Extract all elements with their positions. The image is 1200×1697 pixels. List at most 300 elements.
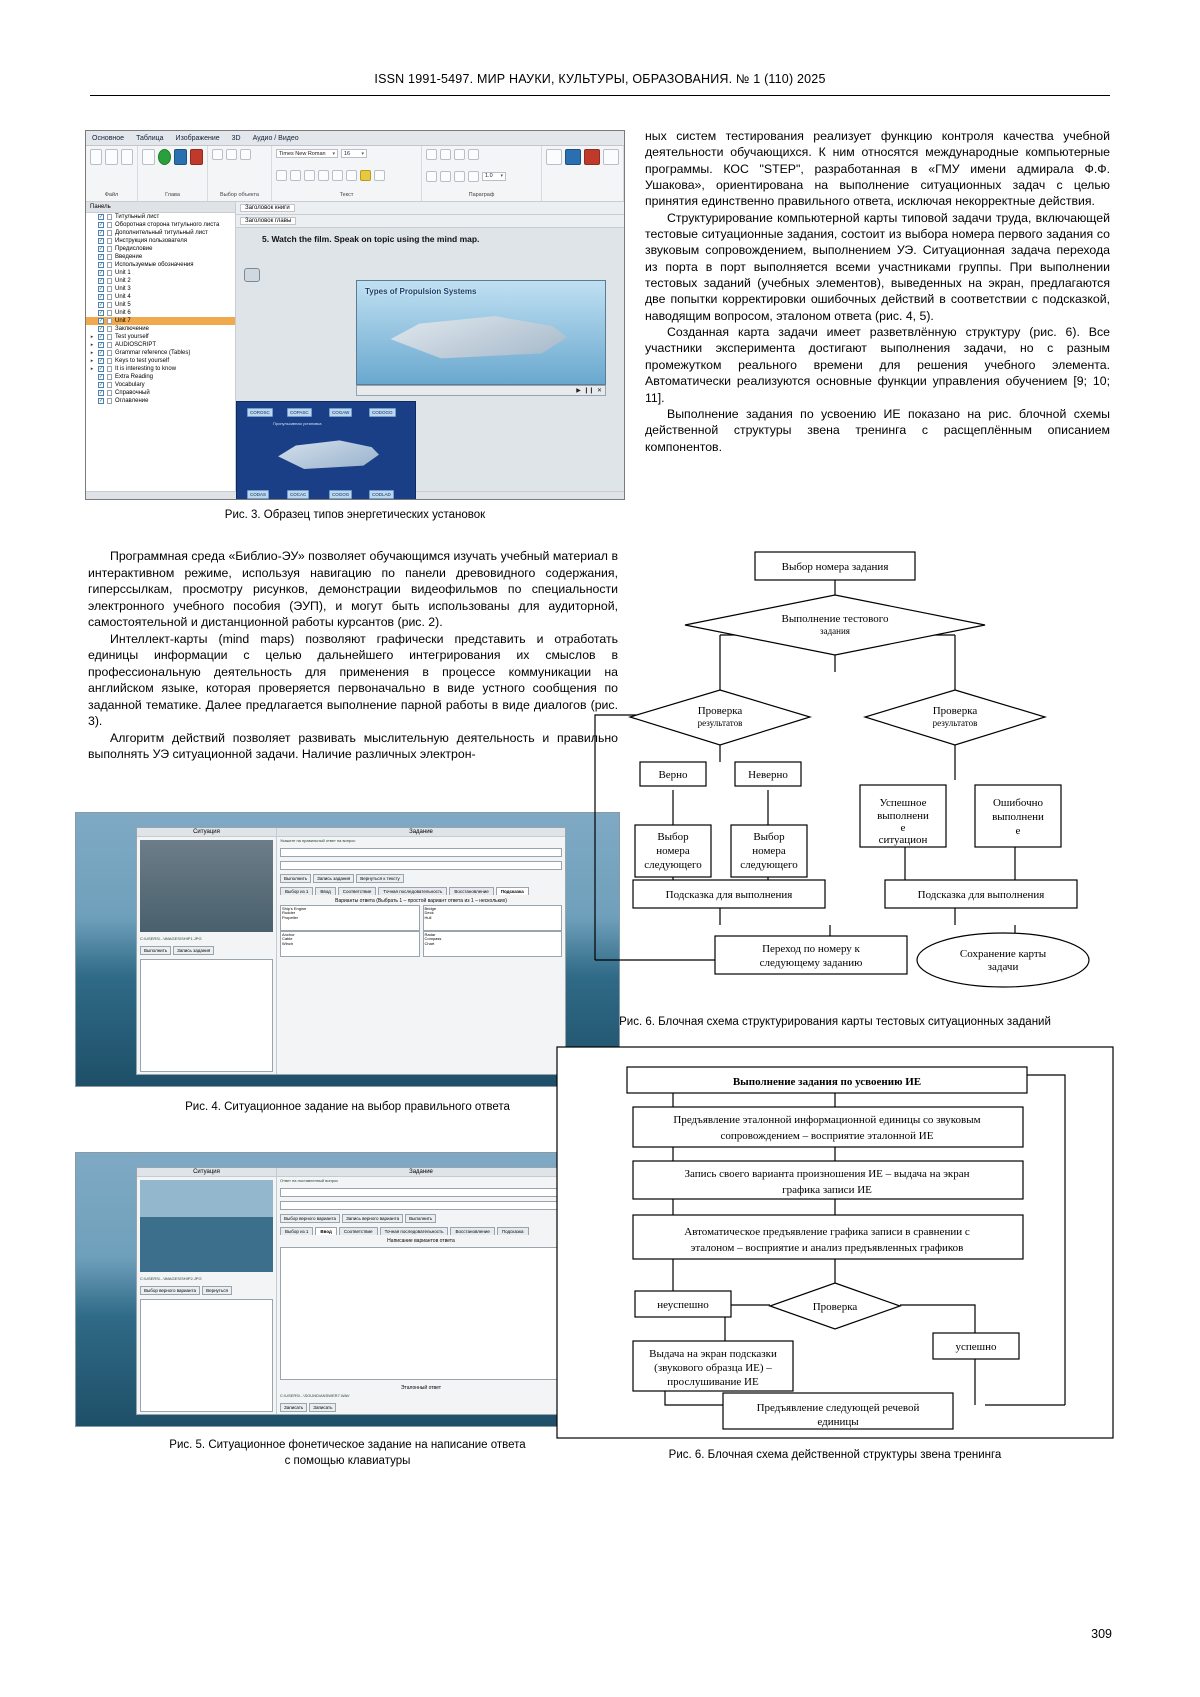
tree-item[interactable]	[86, 397, 235, 405]
tree-item[interactable]	[86, 389, 235, 397]
right-paragraph-3: Созданная карта задачи имеет разветвлённую структуру (рис. 6). Все участники эксперимента достигают выполнения задачи, но с разным промежутком реального времени для решения учебного элемента. Автоматически реализуются основные функции управления обучением [9; 10; 11].	[645, 325, 1110, 405]
back-to-text-button-5[interactable]: Вернуться	[202, 1286, 232, 1295]
document-icon	[107, 342, 112, 348]
ribbon-row-lists	[426, 149, 537, 160]
ribbon-group-paragraph-label: Параграф	[468, 192, 495, 198]
left-paragraph-2: Интеллект-карты (mind maps) позволяют графически представить и отработать единицы информации с целью дальнейшего интегрирования их смыслов в профессиональную деятельность для применения в процессе коммуникации на английском языке, которая проверяется первоначально в виде устного сообщения по заданной тематике. Далее предлагается выполнение парной работы в виде диалогов (рис. 3).	[88, 631, 618, 729]
diagram-title: Пропульсивная установка	[273, 421, 322, 426]
checkbox-icon[interactable]: ✓	[99, 230, 104, 236]
figure-6a-svg	[555, 540, 1115, 1010]
variant-list-d[interactable]: Radar Compass Chart	[423, 931, 563, 957]
node-b-hint-l3: прослушивание ИЕ	[667, 1376, 759, 1388]
diagram-button-1[interactable]: COPASC	[287, 408, 312, 417]
checkbox-icon[interactable]: ✓	[99, 254, 104, 260]
node-b-step2-l1: Запись своего варианта произношения ИЕ – выдача на экран	[684, 1168, 970, 1180]
tree-item-label: Unit 1	[115, 270, 131, 276]
tree-item-label: Заключение	[115, 326, 149, 332]
tree-item[interactable]	[86, 245, 235, 253]
document-icon	[107, 334, 112, 340]
figure-6a-flowchart	[555, 540, 1115, 1010]
node-b-success: успешно	[955, 1341, 997, 1353]
figure-4-caption: Рис. 4. Ситуационное задание на выбор правильного ответа	[185, 1101, 510, 1113]
tab-choice-5[interactable]: Выбор из 1	[280, 1227, 313, 1235]
checkbox-icon[interactable]: ✓	[99, 350, 104, 356]
task-panel-5	[277, 1168, 565, 1414]
checkbox-icon[interactable]: ✓	[99, 398, 104, 404]
tree-item-label: It is interesting to know	[115, 366, 177, 372]
node-hint-left: Подсказка для выполнения	[665, 889, 793, 901]
indent-increase-icon[interactable]	[468, 149, 479, 160]
node-error-l1: Ошибочно	[992, 797, 1044, 809]
video-banner-text: Types of Propulsion Systems	[365, 287, 477, 296]
ribbon-row-align	[426, 171, 537, 182]
node-success-l2: выполнени	[877, 810, 929, 822]
ribbon-group-text-label: Текст	[339, 192, 354, 198]
node-check-left-line2: результатов	[697, 718, 743, 728]
ribbon-row-chapter-top	[142, 149, 203, 165]
tree-item-label: Unit 7	[115, 318, 131, 324]
tree-item-label: Предисловие	[115, 246, 153, 252]
situation-buttons-row-5[interactable]	[140, 1286, 273, 1295]
delete-chapter-icon[interactable]	[190, 149, 203, 165]
node-b-fail: неуспешно	[657, 1299, 709, 1311]
node-b-step2-l2: графика записи ИЕ	[782, 1184, 872, 1196]
tree-item[interactable]	[86, 277, 235, 285]
font-name-value: Times New Roman	[279, 150, 326, 157]
tree-item[interactable]	[86, 309, 235, 317]
node-next-1-l2: номера	[656, 845, 690, 857]
video-player[interactable]	[356, 280, 606, 385]
node-test-line2: задания	[820, 626, 850, 636]
font-size-combo[interactable]	[341, 149, 367, 158]
left-paragraph-1: Программная среда «Библио-ЭУ» позволяет обучающимся изучать учебный материал в интерактивном режиме, используя навигацию по панели древовидного содержания, гиперссылкам, просмотру рисунков, демонстрации видеофильмов по специальности электронного учебного пособия (ЭУП), и могут быть использованы для аудиторной, самостоятельной и дистанционной работы курсантов (рис. 2).	[88, 549, 618, 630]
menu-item-tablica[interactable]: Таблица	[136, 134, 164, 142]
ribbon-group-object	[208, 146, 272, 201]
cut-icon[interactable]	[212, 149, 223, 160]
font-size-value: 16	[344, 150, 351, 157]
checkbox-icon[interactable]: ✓	[99, 214, 104, 220]
checkbox-icon[interactable]: ✓	[99, 302, 104, 308]
record-answer-button[interactable]: Записать	[280, 1403, 307, 1412]
choose-correct-variant-button[interactable]: Выбор верного варианта	[280, 1214, 340, 1223]
tab-matching-5[interactable]: Соответствие	[339, 1227, 378, 1235]
situation-panel-header: Ситуация	[137, 828, 276, 837]
document-icon	[107, 262, 112, 268]
back-to-text-button[interactable]: Вернуться к тексту	[356, 874, 403, 883]
task-buttons-row[interactable]	[280, 874, 562, 883]
document-icon	[107, 246, 112, 252]
undo-icon[interactable]	[142, 149, 155, 165]
tab-hint-5[interactable]: Подсказка	[497, 1227, 529, 1235]
checkbox-icon[interactable]: ✓	[99, 286, 104, 292]
tab-sequence[interactable]: Точная последовательность	[378, 887, 447, 895]
tree-item[interactable]	[86, 349, 235, 357]
answer-variants-input[interactable]	[280, 1247, 562, 1381]
mindmap-icon[interactable]	[244, 268, 260, 282]
ribbon-group-file	[86, 146, 138, 201]
execute-button[interactable]: Выполнить	[280, 874, 311, 883]
checkbox-icon[interactable]: ✓	[99, 374, 104, 380]
variant-list-c[interactable]: Anchor Cable Winch	[280, 931, 420, 957]
figure-3	[85, 130, 625, 500]
tree-item-label: Оглавление	[115, 398, 149, 404]
node-test-line1: Выполнение тестового	[781, 613, 889, 625]
node-transition-l1: Переход по номеру к	[762, 943, 860, 955]
answer-buttons-row[interactable]	[280, 1403, 562, 1412]
expand-arrow-icon[interactable]: ▸	[90, 334, 94, 340]
node-save-l1: Сохранение карты	[959, 948, 1047, 960]
checkbox-icon[interactable]: ✓	[99, 278, 104, 284]
tree-item[interactable]	[86, 237, 235, 245]
tab-matching[interactable]: Соответствие	[338, 887, 377, 895]
line-spacing-value: 1.0	[485, 173, 493, 179]
variants-label: Варианты ответа (Выбрать 1 – простой вариант ответа из 1 – нескольких)	[335, 897, 507, 904]
node-b-next-l2: единицы	[817, 1416, 859, 1428]
variant-list-b[interactable]: Bridge Deck Hull	[423, 905, 563, 931]
node-b-step3-l2: эталоном – восприятие и анализ предъявленных графиков	[690, 1242, 964, 1254]
indent-decrease-icon[interactable]	[454, 149, 465, 160]
tree-item-label: Unit 2	[115, 278, 131, 284]
ship-illustration	[387, 305, 567, 367]
menu-item-audio-video[interactable]: Аудио / Видео	[252, 134, 299, 142]
app-body	[86, 202, 624, 497]
right-paragraph-4: Выполнение задания по усвоению ИЕ показано на рис. блочной схемы действенной структуры звена тренинга с расщеплённым описанием компонентов.	[645, 406, 1110, 454]
tree-item[interactable]	[86, 213, 235, 221]
node-success-l1: Успешное	[879, 797, 927, 809]
task-tabs[interactable]	[280, 887, 562, 895]
figure-6a-caption: Рис. 6. Блочная схема структурирования карты тестовых ситуационных заданий	[619, 1016, 1051, 1028]
reference-answer-path: C:\USERS\...\SOUND\ANSWER7.WAV	[280, 1393, 350, 1399]
highlight-color-icon[interactable]	[360, 170, 371, 181]
tree-item-label: Unit 3	[115, 286, 131, 292]
tree-item-label: Test yourself	[115, 334, 149, 340]
situation-notes-box[interactable]	[140, 959, 273, 1072]
situation-photo	[140, 840, 273, 932]
line-spacing-combo[interactable]	[482, 172, 506, 181]
diagram-button-4[interactable]: CODAS	[247, 490, 269, 499]
tree-item[interactable]	[86, 325, 235, 333]
task-question-label: Укажите на правильный ответ на вопрос	[280, 838, 356, 843]
expand-arrow-icon[interactable]: ▸	[90, 358, 94, 364]
node-incorrect: Неверно	[748, 769, 788, 781]
task-panel-header-5: Задание	[277, 1168, 565, 1177]
font-name-combo[interactable]	[276, 149, 338, 158]
tree-item-label: Титульный лист	[115, 214, 160, 220]
task-tabs-5[interactable]	[280, 1227, 562, 1235]
document-icon	[107, 230, 112, 236]
figure-5	[75, 1152, 620, 1427]
document-icon	[107, 398, 112, 404]
diagram-button-0[interactable]: COROSC	[247, 408, 273, 417]
ribbon-row-file-top	[90, 149, 133, 165]
tree-item[interactable]	[86, 301, 235, 309]
menu-item-izobrazhenie[interactable]: Изображение	[175, 134, 220, 142]
node-b-title: Выполнение задания по усвоению ИЕ	[732, 1076, 922, 1088]
checkbox-icon[interactable]: ✓	[99, 326, 104, 332]
diagram-ship-illustration	[275, 432, 379, 474]
checkbox-icon[interactable]: ✓	[99, 238, 104, 244]
task-question-input-5[interactable]	[280, 1188, 562, 1197]
situation-buttons-row[interactable]	[140, 946, 273, 955]
tree-item[interactable]	[86, 229, 235, 237]
propulsion-diagram	[236, 401, 416, 500]
node-check-right-line1: Проверка	[932, 705, 978, 717]
task-question-input[interactable]	[280, 848, 562, 857]
tab-restore-5[interactable]: Восстановление	[450, 1227, 494, 1235]
open-file-icon[interactable]	[105, 149, 117, 165]
node-transition-l2: следующему заданию	[759, 957, 863, 969]
node-check-left-line1: Проверка	[697, 705, 743, 717]
content-tree-panel[interactable]	[86, 202, 236, 491]
bold-icon[interactable]	[276, 170, 287, 181]
tree-item-label: Используемые обозначения	[115, 262, 194, 268]
document-icon	[107, 358, 112, 364]
situational-task-window	[136, 827, 566, 1075]
diagram-button-2[interactable]: COGAW	[329, 408, 352, 417]
document-icon	[107, 310, 112, 316]
node-save-l2: задачи	[987, 961, 1019, 973]
new-file-icon[interactable]	[90, 149, 102, 165]
diagram-button-5[interactable]: COCAC	[287, 490, 309, 499]
right-paragraph-1: ных систем тестирования реализует функцию контроля качества учебной деятельности обучающихся. К ним относятся международные компьютерные программы. КОС "STEP", разработанная в «ГМУ имени адмирала Ф.Ф. Ушакова», ориентирована на выполнение ситуационных задач с целью принятия единственно правильного ответа, исключая некорректные действия.	[645, 129, 1110, 209]
ribbon-group-file-label: Файл	[104, 192, 119, 198]
situation-panel	[137, 828, 277, 1074]
image-icon[interactable]	[584, 149, 600, 165]
phonetic-task-window	[136, 1167, 566, 1415]
right-column-text	[645, 128, 1110, 455]
page-number: 309	[1091, 1627, 1112, 1641]
figure-6b-flowchart	[555, 1045, 1115, 1440]
document-icon	[107, 302, 112, 308]
tree-item-label: Unit 4	[115, 294, 131, 300]
tree-item[interactable]	[86, 293, 235, 301]
ribbon-row-object-top	[212, 149, 267, 160]
situation-file-path: C:\USERS\...\IMAGES\SHIP1.JPG	[140, 936, 202, 941]
tree-item[interactable]	[86, 381, 235, 389]
content-tree-list[interactable]	[86, 213, 235, 405]
document-icon	[107, 278, 112, 284]
font-color-icon[interactable]	[374, 170, 385, 181]
copy-icon[interactable]	[226, 149, 237, 160]
node-success-l4: ситуацион	[878, 834, 928, 846]
ribbon-group-chapter	[138, 146, 208, 201]
node-next-2-l3: следующего	[740, 859, 798, 871]
biblio-eu-application-window	[85, 130, 625, 500]
figure-3-caption: Рис. 3. Образец типов энергетических установок	[224, 509, 486, 521]
diagram-button-6[interactable]: COGOG	[329, 490, 352, 499]
situation-panel-header-5: Ситуация	[137, 1168, 276, 1177]
node-b-hint-l1: Выдача на экран подсказки	[649, 1348, 777, 1360]
tree-item-label: AUDIOSCRIPT	[115, 342, 157, 348]
checkbox-icon[interactable]: ✓	[99, 358, 104, 364]
tree-item-label: Дополнительный титульный лист	[115, 230, 208, 236]
tree-item[interactable]	[86, 261, 235, 269]
menu-item-3d[interactable]: 3D	[231, 134, 241, 142]
align-justify-icon[interactable]	[468, 171, 479, 182]
document-icon	[107, 214, 112, 220]
checkbox-icon[interactable]: ✓	[99, 222, 104, 228]
node-b-check: Проверка	[812, 1301, 858, 1313]
underline-icon[interactable]	[304, 170, 315, 181]
task-buttons-row-5[interactable]	[280, 1214, 562, 1223]
ribbon-group-object-label: Выбор объекта	[220, 192, 259, 198]
node-next-1-l3: следующего	[644, 859, 702, 871]
tree-item-label: Введение	[115, 254, 143, 260]
tree-item-label: Unit 6	[115, 310, 131, 316]
align-center-icon[interactable]	[440, 171, 451, 182]
checkbox-icon[interactable]: ✓	[99, 270, 104, 276]
subscript-icon[interactable]	[332, 170, 343, 181]
save-image-button[interactable]: Запись задания	[173, 946, 214, 955]
tree-item-label: Unit 5	[115, 302, 131, 308]
node-b-step3-l1: Автоматическое предъявление графика записи в сравнении с	[684, 1226, 970, 1238]
choose-image-button[interactable]: Выполнить	[140, 946, 171, 955]
figure-4	[75, 812, 620, 1087]
situation-panel-5	[137, 1168, 277, 1414]
checkbox-icon[interactable]: ✓	[99, 334, 104, 340]
document-icon	[107, 286, 112, 292]
ribbon-row-text-style	[276, 170, 417, 181]
tree-item[interactable]	[86, 373, 235, 381]
video-icon[interactable]	[603, 149, 619, 165]
diagram-button-3[interactable]: CODOGO	[369, 408, 396, 417]
expand-arrow-icon[interactable]: ▸	[90, 350, 94, 356]
menu-item-osnovnoe[interactable]: Основное	[92, 134, 125, 142]
video-controls-bar[interactable]	[356, 385, 606, 396]
figure-6b-caption: Рис. 6. Блочная схема действенной структуры звена тренинга	[668, 1449, 1002, 1461]
document-icon	[107, 326, 112, 332]
checkbox-icon[interactable]: ✓	[99, 342, 104, 348]
document-icon	[107, 270, 112, 276]
ribbon-group-paragraph	[422, 146, 542, 201]
task-panel	[277, 828, 565, 1074]
tree-item-label: Keys to test yourself	[115, 358, 170, 364]
variants-row-1	[280, 905, 562, 931]
tree-item[interactable]	[86, 285, 235, 293]
record-task-button[interactable]: Запись задания	[313, 874, 354, 883]
node-b-next-l1: Предъявление следующей речевой	[756, 1402, 920, 1414]
tree-item[interactable]	[86, 317, 235, 325]
add-chapter-icon[interactable]	[158, 149, 171, 165]
node-start: Выбор номера задания	[781, 561, 889, 573]
task-audio-path-input-5[interactable]	[280, 1201, 562, 1210]
tree-item-label: Extra Reading	[115, 374, 154, 380]
variants-row-2	[280, 931, 562, 957]
save-file-icon[interactable]	[121, 149, 133, 165]
bulleted-list-icon[interactable]	[426, 149, 437, 160]
tree-item-label: Оборотная сторона титульного листа	[115, 222, 220, 228]
document-icon	[107, 382, 112, 388]
tree-item[interactable]	[86, 333, 235, 341]
document-icon	[107, 374, 112, 380]
document-icon	[107, 390, 112, 396]
link-icon[interactable]	[546, 149, 562, 165]
node-next-1-l1: Выбор	[657, 831, 689, 843]
execute-button-5[interactable]: Выполнить	[405, 1214, 436, 1223]
situation-notes-box-5[interactable]	[140, 1299, 273, 1412]
document-icon	[107, 294, 112, 300]
book-header-bar	[236, 202, 624, 215]
choose-variant-button[interactable]: Выбор верного варианта	[140, 1286, 200, 1295]
tree-item[interactable]	[86, 269, 235, 277]
answer-variants-label: Написание вариантов ответа	[387, 1237, 455, 1244]
save-answer-button[interactable]: Записать	[309, 1403, 336, 1412]
pause-icon[interactable]: ❙❙	[583, 388, 594, 394]
slide-task-text: 5. Watch the film. Speak on topic using the mind map.	[262, 234, 480, 244]
checkbox-icon[interactable]: ✓	[99, 262, 104, 268]
paste-icon[interactable]	[240, 149, 251, 160]
strikethrough-icon[interactable]	[318, 170, 329, 181]
app-menu-bar[interactable]	[86, 131, 624, 146]
align-right-icon[interactable]	[454, 171, 465, 182]
checkbox-icon[interactable]: ✓	[99, 310, 104, 316]
node-error-l3: е	[1015, 825, 1021, 837]
variant-list-a[interactable]: Ship's Engine Rudder Propeller	[280, 905, 420, 931]
tree-item[interactable]	[86, 357, 235, 365]
content-tree-title: Панель	[86, 202, 235, 213]
tab-sequence-5[interactable]: Точная последовательность	[380, 1227, 449, 1235]
expand-arrow-icon[interactable]: ▸	[90, 342, 94, 348]
figure-5-screenshot	[75, 1152, 620, 1427]
italic-icon[interactable]	[290, 170, 301, 181]
figure-5-caption-line-1: Рис. 5. Ситуационное фонетическое задание на написание ответа	[169, 1439, 526, 1451]
task-question-label-5: Ответ на поставленный вопрос	[280, 1178, 339, 1183]
tree-item[interactable]	[86, 221, 235, 229]
tree-item[interactable]	[86, 365, 235, 373]
align-left-icon[interactable]	[426, 171, 437, 182]
checkbox-icon[interactable]: ✓	[99, 390, 104, 396]
node-b-step1-l2: сопровождением – восприятие эталонной ИЕ	[720, 1130, 934, 1142]
tree-item[interactable]	[86, 253, 235, 261]
diagram-button-7[interactable]: CODLAD	[369, 490, 394, 499]
right-paragraph-2: Структурирование компьютерной карты типовой задачи труда, включающей тестовые ситуационные задания, состоит из выбора номера первого задания со звуковым сопровождением, выполнением УЭ. Ситуационная задача перехода из порта в порт выполняется всеми участниками группы. При выполнении тестовых заданий (учебных элементов), выведенных на экран, предлагаются две попытки корректировки ошибочных действий в соответствии с подсказкой, наводящим вопросом, эталоном ответа (рис. 4, 5).	[645, 210, 1110, 323]
tab-input-5[interactable]: Ввод	[315, 1227, 337, 1235]
numbered-list-icon[interactable]	[440, 149, 451, 160]
chevron-down-icon-2: ▾	[361, 150, 364, 157]
tab-choice[interactable]: Выбор из 1	[280, 887, 313, 895]
task-audio-path-input[interactable]	[280, 861, 562, 870]
checkbox-icon[interactable]: ✓	[99, 318, 104, 324]
checkbox-icon[interactable]: ✓	[99, 366, 104, 372]
app-main-pane	[236, 202, 624, 497]
checkbox-icon[interactable]: ✓	[99, 294, 104, 300]
play-icon[interactable]: ▶	[576, 388, 581, 394]
checkbox-icon[interactable]: ✓	[99, 246, 104, 252]
superscript-icon[interactable]	[346, 170, 357, 181]
document-icon	[107, 222, 112, 228]
edit-chapter-icon[interactable]	[174, 149, 187, 165]
app-ribbon[interactable]	[86, 146, 624, 202]
expand-arrow-icon[interactable]: ▸	[90, 366, 94, 372]
reference-answer-label: Эталонный ответ	[400, 1385, 442, 1392]
chapter-title-field[interactable]: Заголовок главы	[240, 217, 296, 225]
node-b-hint-l2: (звукового образца ИЕ) –	[654, 1362, 772, 1374]
tab-restore[interactable]: Восстановление	[449, 887, 493, 895]
document-icon	[107, 350, 112, 356]
comment-icon[interactable]	[565, 149, 581, 165]
left-paragraph-3: Алгоритм действий позволяет развивать мыслительную деятельность и правильно выполнять УЭ ситуационной задачи. Наличие различных электрон-	[88, 730, 618, 762]
tree-item-label: Vocabulary	[115, 382, 145, 388]
checkbox-icon[interactable]: ✓	[99, 382, 104, 388]
tab-hint[interactable]: Подсказка	[496, 887, 529, 895]
record-correct-variant-button[interactable]: Запись верного варианта	[342, 1214, 403, 1223]
slide-media-area	[236, 246, 624, 497]
tree-item-label: Инструкция пользователя	[115, 238, 187, 244]
close-icon[interactable]: ✕	[596, 388, 602, 394]
book-title-field[interactable]: Заголовок книги	[240, 204, 295, 212]
tree-item[interactable]	[86, 341, 235, 349]
tab-input[interactable]: Ввод	[315, 887, 335, 895]
